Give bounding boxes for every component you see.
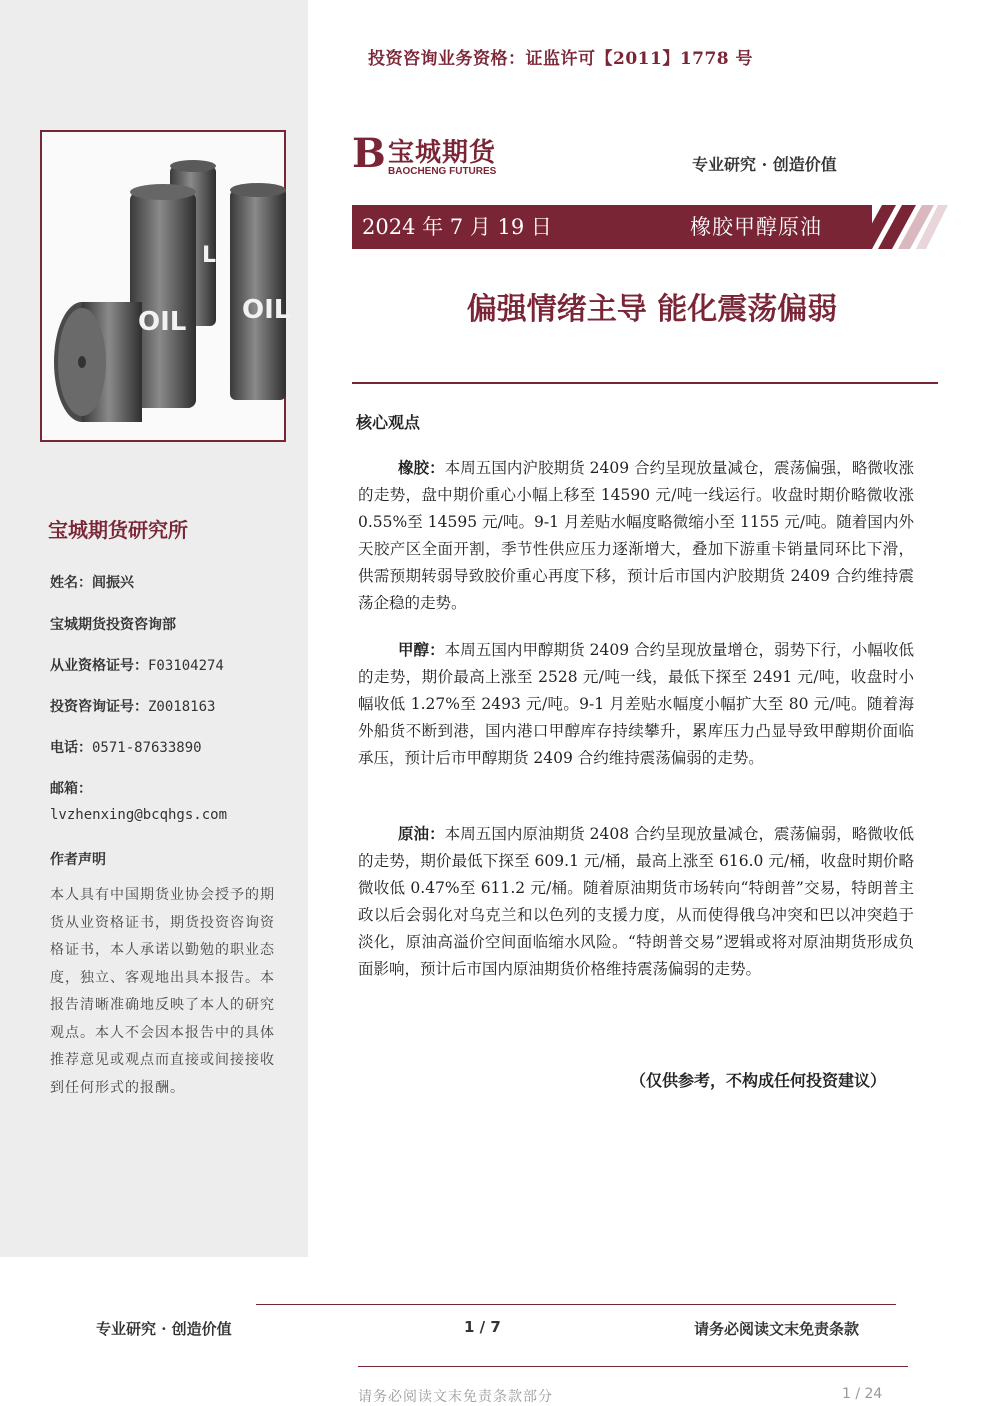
section-title: 核心观点	[356, 413, 421, 432]
paragraph-text: 本周五国内原油期货 2408 合约呈现放量减仓，震荡偏弱，略微收低的走势，期价最低下探至 609.1 元/桶，最高上涨至 616.0 元/桶，收盘时期价略微收低 0.47%至 611.2 元/桶。随着原油期货市场转向“特朗普”交易，特朗普主政以后会弱化对乌克兰和以色列的支援力度，从而使得俄乌冲突和巴以冲突趋于淡化，原油高溢价空间面临缩水风险。“特朗普交易”逻辑或将对原油期货形成负面影响，预计后市国内原油期货价格维持震荡偏弱的走势。	[358, 825, 914, 978]
footer-divider	[256, 1304, 896, 1305]
report-topic: 橡胶甲醇原油	[690, 215, 822, 239]
slogan: 专业研究 · 创造价值	[692, 155, 837, 174]
consulting-value: Z0018163	[148, 699, 216, 715]
qualification-label: 从业资格证号：	[50, 658, 148, 674]
oil-barrels-illustration	[42, 132, 291, 440]
institute-name: 宝城期货研究所	[48, 518, 188, 542]
barrel-label-back: L	[202, 243, 217, 268]
footer-overlay-divider	[358, 1366, 908, 1367]
author-name-label: 姓名：	[50, 575, 92, 591]
statement-title: 作者声明	[50, 852, 106, 868]
barrel-label-right: OIL	[242, 295, 291, 325]
paragraph-crude-oil	[358, 820, 914, 983]
footer-disclaimer: 请务必阅读文末免责条款	[694, 1320, 860, 1338]
phone-value: 0571-87633890	[92, 740, 202, 756]
logo-name-en: BAOCHENG FUTURES	[388, 166, 497, 177]
company-logo	[352, 132, 522, 180]
qualification-number	[50, 655, 224, 675]
qualification-value: F03104274	[148, 658, 224, 674]
paragraph-text: 本周五国内甲醇期货 2409 合约呈现放量增仓，弱势下行，小幅收低的走势，期价最高上涨至 2528 元/吨一线，最低下探至 2491 元/吨，收盘时小幅收低 1.27%至 2493 元/吨。9-1 月差贴水幅度小幅扩大至 80 元/吨。随着海外船货不断到港，国内港口甲醇库存持续攀升，累库压力凸显导致甲醇期价面临承压，预计后市甲醇期货 2409 合约维持震荡偏弱的走势。	[358, 641, 914, 767]
logo-mark: B	[352, 130, 386, 177]
email-link[interactable]: lvzhenxing@bcqhgs.com	[50, 807, 228, 823]
divider	[352, 382, 938, 384]
paragraph-lead: 橡胶：	[398, 458, 445, 477]
footer-overlay-page: 1 / 24	[842, 1386, 883, 1402]
author-name	[50, 572, 134, 592]
footer-overlay-disclaimer: 请务必阅读文末免责条款部分	[358, 1389, 553, 1405]
email-label: 邮箱：	[50, 781, 92, 797]
paragraph-text: 本周五国内沪胶期货 2409 合约呈现放量减仓，震荡偏强，略微收涨的走势，盘中期价重心小幅上移至 14590 元/吨一线运行。收盘时期价略微收涨 0.55%至 14595 元/吨。9-1 月差贴水幅度略微缩小至 1155 元/吨。随着国内外天胶产区全面开割，季节性供应压力逐渐增大，叠加下游重卡销量同环比下滑，供需预期转弱导致胶价重心再度下移，预计后市国内沪胶期货 2409 合约维持震荡企稳的走势。	[358, 459, 914, 612]
banner-stripes	[858, 205, 948, 249]
report-headline: 偏强情绪主导 能化震荡偏弱	[466, 292, 838, 327]
barrel-label-front: OIL	[138, 307, 187, 337]
logo-name-cn: 宝城期货	[388, 138, 497, 168]
phone-label: 电话：	[50, 740, 92, 756]
consulting-label: 投资咨询证号：	[50, 699, 148, 715]
footer-page-number: 1 / 7	[464, 1318, 501, 1336]
disclaimer-note: （仅供参考，不构成任何投资建议）	[630, 1071, 887, 1090]
paragraph-methanol	[358, 636, 914, 772]
report-date: 2024 年 7 月 19 日	[362, 215, 552, 239]
author-name-value: 闾振兴	[92, 575, 134, 591]
consulting-number	[50, 696, 215, 716]
email-value[interactable]	[50, 807, 227, 823]
department: 宝城期货投资咨询部	[50, 617, 176, 633]
paragraph-rubber	[358, 454, 914, 617]
license-header: 投资咨询业务资格：证监许可【2011】1778 号	[368, 49, 754, 69]
footer-slogan: 专业研究 · 创造价值	[96, 1320, 232, 1338]
paragraph-lead: 原油：	[398, 824, 445, 843]
cover-image	[40, 130, 291, 442]
author-statement: 本人具有中国期货业协会授予的期货从业资格证书，期货投资咨询资格证书，本人承诺以勤勉的职业态度，独立、客观地出具本报告。本报告清晰准确地反映了本人的研究观点。本人不会因本报告中的具体推荐意见或观点而直接或间接接收到任何形式的报酬。	[50, 887, 275, 1096]
paragraph-lead: 甲醇：	[398, 640, 445, 659]
phone	[50, 737, 202, 757]
